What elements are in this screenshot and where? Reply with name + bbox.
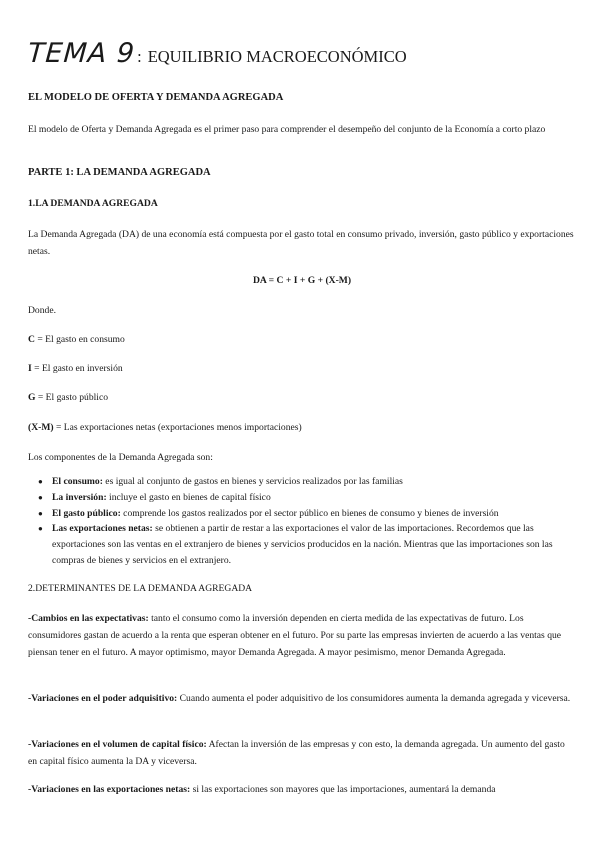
definition-term: I — [28, 363, 32, 374]
title-colon: : — [137, 47, 142, 66]
da-paragraph: La Demanda Agregada (DA) de una economía está compuesta por el gasto total en consumo privado, inversión, gasto público y exportaciones netas. — [28, 229, 574, 257]
definition-c — [28, 331, 576, 348]
component-text: incluye el gasto en bienes de capital físico — [106, 491, 271, 503]
determinant-text: Cuando aumenta el poder adquisitivo de los consumidores aumenta la demanda agregada y viceversa. — [177, 693, 571, 704]
sub1-heading: 1.LA DEMANDA AGREGADA — [28, 198, 158, 209]
definition-xm — [28, 419, 576, 436]
donde-label: Donde. — [28, 305, 56, 316]
list-item — [38, 521, 578, 568]
definition-term: C — [28, 334, 35, 345]
formula: DA = C + I + G + (X-M) — [252, 275, 352, 286]
determinant-poder-adquisitivo — [28, 690, 576, 707]
determinant-exportaciones — [28, 781, 576, 798]
definition-text: = El gasto en inversión — [31, 363, 123, 374]
determinant-capital-fisico — [28, 736, 576, 770]
definition-text: = Las exportaciones netas (exportaciones menos importaciones) — [53, 422, 302, 433]
components-intro: Los componentes de la Demanda Agregada son: — [28, 452, 213, 463]
page-title — [28, 38, 407, 69]
tema-label: TEMA 9 — [26, 38, 137, 69]
sub2-heading: 2.DETERMINANTES DE LA DEMANDA AGREGADA — [28, 583, 253, 594]
definition-term: G — [28, 392, 36, 403]
definition-text: = El gasto público — [35, 392, 109, 403]
determinant-text: tanto el consumo como la inversión dependen en cierta medida de las expectativas de futuro. Los consumidores gastan de acuerdo a la renta que esperan obtener en el futuro. Por su parte las empresas invierten de acuerdo a las ventas que piensan tener en el futuro. A mayor optimismo, mayor Demanda Agregada. A mayor pesimismo, menor Demanda Agregada. — [28, 613, 562, 658]
definition-g — [28, 389, 576, 406]
list-item — [38, 506, 578, 522]
determinant-term: -Variaciones en el poder adquisitivo: — [28, 693, 178, 704]
list-item — [38, 474, 578, 490]
determinant-term: -Variaciones en las exportaciones netas: — [28, 784, 191, 795]
component-term: La inversión: — [52, 491, 107, 503]
component-term: El gasto público: — [52, 507, 121, 519]
definition-i — [28, 360, 576, 377]
component-text: se obtienen a partir de restar a las exportaciones el valor de las importaciones. Recordemos que las exportaciones son las ventas en el extranjero de bienes y servicios producidos en la nación. Mientras que las importaciones son las compras de bienes y servicios en el extranjero. — [52, 523, 553, 566]
determinant-term: -Variaciones en el volumen de capital físico: — [28, 739, 207, 750]
list-item — [38, 490, 578, 506]
component-term: Las exportaciones netas: — [52, 523, 153, 535]
determinant-text: si las exportaciones son mayores que las importaciones, aumentará la demanda — [190, 784, 496, 795]
section-heading: EL MODELO DE OFERTA Y DEMANDA AGREGADA — [28, 92, 284, 103]
intro-paragraph: El modelo de Oferta y Demanda Agregada es el primer paso para comprender el desempeño del conjunto de la Economía a corto plazo — [28, 124, 546, 135]
definition-term: (X-M) — [28, 422, 54, 433]
determinant-term: -Cambios en las expectativas: — [28, 613, 149, 624]
definition-text: = El gasto en consumo — [34, 334, 125, 345]
components-list — [38, 474, 578, 569]
title-text: EQUILIBRIO MACROECONÓMICO — [147, 47, 407, 66]
component-text: comprende los gastos realizados por el sector público en bienes de consumo y bienes de inversión — [120, 507, 499, 519]
component-text: es igual al conjunto de gastos en bienes y servicios realizados por las familias — [102, 476, 403, 487]
determinant-expectativas — [28, 610, 576, 661]
component-term: El consumo: — [52, 476, 103, 487]
part1-heading: PARTE 1: LA DEMANDA AGREGADA — [28, 167, 211, 178]
determinant-text: Afectan la inversión de las empresas y con esto, la demanda agregada. Un aumento del gasto en capital físico aumenta la DA y viceversa. — [28, 739, 565, 767]
